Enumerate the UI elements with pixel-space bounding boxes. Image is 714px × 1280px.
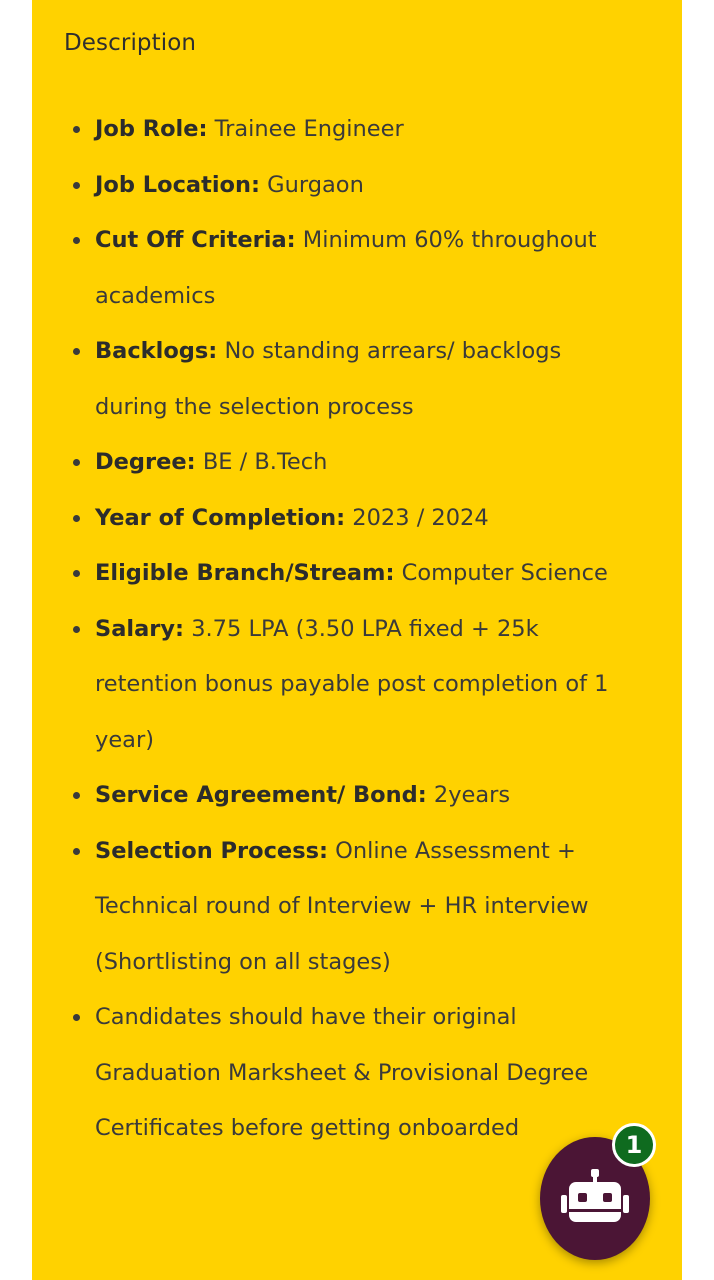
job-details-list xyxy=(95,102,625,1157)
item-value: 2023 / 2024 xyxy=(345,504,489,531)
notification-badge: 1 xyxy=(612,1123,656,1167)
list-item-salary xyxy=(95,602,625,769)
list-item-selection-process xyxy=(95,824,625,991)
item-label: Job Location: xyxy=(95,171,261,198)
item-value: Online Assessment + Technical round of Interview + HR interview (Shortlisting on all stages) xyxy=(95,837,589,975)
item-value: BE / B.Tech xyxy=(195,449,328,475)
item-label: Cut Off Criteria: xyxy=(95,227,296,253)
list-item-cut-off xyxy=(95,213,625,324)
item-label: Service Agreement/ Bond: xyxy=(95,782,427,808)
item-value: Trainee Engineer xyxy=(207,116,404,142)
item-value: 2years xyxy=(426,782,511,808)
item-value: Candidates should have their original Graduation Marksheet & Provisional Degree Certificates before getting onboarded xyxy=(95,1004,589,1141)
item-label: Salary: xyxy=(95,615,185,642)
item-label: Degree: xyxy=(95,449,196,475)
item-value: No standing arrears/ backlogs during the selection process xyxy=(95,338,562,420)
robot-icon xyxy=(561,1167,629,1233)
item-label: Year of Completion: xyxy=(95,504,346,531)
list-item-job-role xyxy=(95,102,625,158)
item-value: Minimum 60% throughout academics xyxy=(95,227,597,309)
list-item-job-location xyxy=(95,158,625,214)
list-item-documents xyxy=(95,990,625,1157)
section-heading: Description xyxy=(64,30,197,56)
item-label: Backlogs: xyxy=(95,338,218,364)
list-item-service-agreement xyxy=(95,768,625,824)
item-value: Gurgaon xyxy=(260,171,364,198)
item-label: Eligible Branch/Stream: xyxy=(95,560,395,586)
list-item-backlogs xyxy=(95,324,625,435)
item-value: Computer Science xyxy=(394,560,608,586)
item-value: 3.75 LPA (3.50 LPA fixed + 25k retention bonus payable post completion of 1 year) xyxy=(95,615,609,753)
item-label: Job Role: xyxy=(95,116,208,142)
list-item-eligible-branch xyxy=(95,546,625,602)
list-item-year-of-completion xyxy=(95,491,625,547)
list-item-degree xyxy=(95,435,625,491)
item-label: Selection Process: xyxy=(95,837,328,864)
